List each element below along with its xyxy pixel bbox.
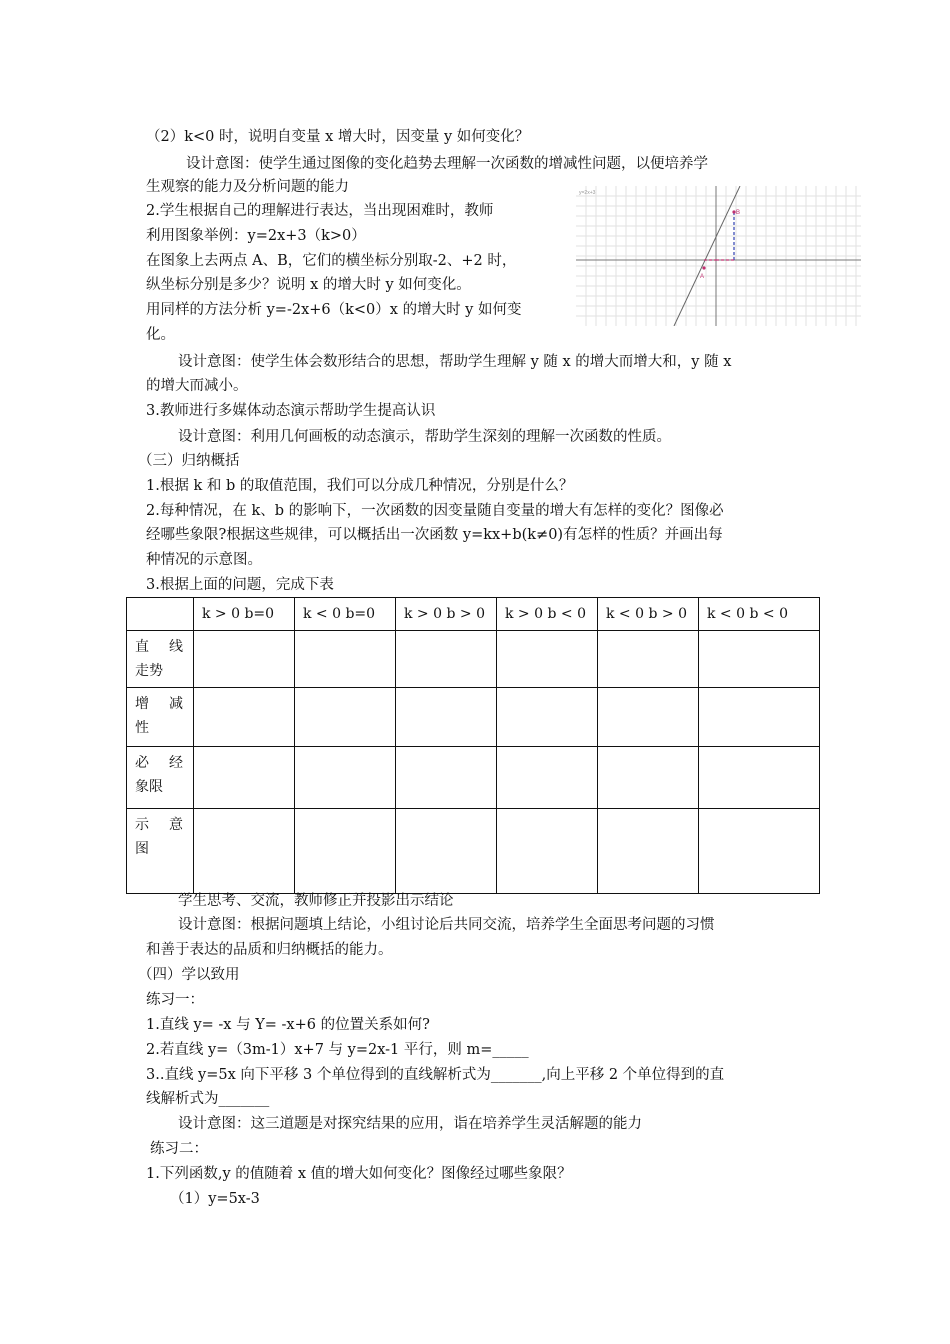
table-cell[interactable] [194, 631, 295, 688]
step-2-line5: 用同样的方法分析 y=-2x+6（k<0）x 的增大时 y 如何变 [146, 302, 522, 318]
design-intent-3: 设计意图：利用几何画板的动态演示，帮助学生深刻的理解一次函数的性质。 [178, 429, 671, 445]
exercise-2-heading: 练习二： [150, 1141, 208, 1157]
table-header: k > 0 b < 0 [497, 598, 598, 631]
table-cell[interactable] [497, 688, 598, 747]
table-header: k < 0 b=0 [295, 598, 396, 631]
design-intent-2: 设计意图：使学生体会数形结合的思想，帮助学生理解 y 随 x 的增大而增大和，y 随 x [178, 354, 732, 370]
table-cell[interactable] [598, 809, 699, 894]
row-label [127, 688, 194, 747]
table-cell[interactable] [295, 688, 396, 747]
section-3-q2-cont: 经哪些象限?根据这些规律，可以概括出一次函数 y=kx+b(k≠0)有怎样的性质？并画出每 [146, 527, 723, 543]
step-2-line6: 化。 [146, 327, 175, 343]
table-cell[interactable] [699, 809, 820, 894]
row-label-char: 增 [135, 696, 149, 712]
row-label-char: 示 [135, 817, 149, 833]
row-label-char: 经 [169, 755, 183, 771]
step-3: 3.教师进行多媒体动态演示帮助学生提高认识 [146, 403, 436, 419]
table-cell[interactable] [295, 809, 396, 894]
table-header: k < 0 b < 0 [699, 598, 820, 631]
table-cell[interactable] [396, 747, 497, 809]
properties-table [126, 597, 820, 894]
row-label-line2: 象限 [135, 779, 163, 795]
section-3-heading: （三）归纳概括 [138, 453, 240, 469]
exercise-2-q1: 1.下列函数,y 的值随着 x 值的增大如何变化？图像经过哪些象限？ [146, 1166, 572, 1182]
table-header: k > 0 b > 0 [396, 598, 497, 631]
exercise-2-q1-item1: （1）y=5x-3 [170, 1191, 260, 1207]
table-cell[interactable] [598, 631, 699, 688]
table-row [127, 809, 820, 894]
exercise-1-heading: 练习一： [146, 992, 204, 1008]
graph-title: y=2x+3 [579, 190, 596, 196]
table-corner-cell [127, 598, 194, 631]
exercise-1-q1: 1.直线 y= -x 与 Y= -x+6 的位置关系如何? [146, 1017, 430, 1033]
step-2-line4: 纵坐标分别是多少？说明 x 的增大时 y 如何变化。 [146, 277, 471, 293]
table-cell[interactable] [295, 631, 396, 688]
row-label-char: 必 [135, 755, 149, 771]
design-intent-2-cont: 的增大而减小。 [146, 378, 248, 394]
table-cell[interactable] [396, 688, 497, 747]
point-a-label: A [700, 274, 705, 280]
step-2-line1: 2.学生根据自己的理解进行表达，当出现困难时，教师 [146, 203, 494, 219]
row-label-line2: 图 [135, 841, 149, 857]
table-cell[interactable] [194, 809, 295, 894]
table-header-row [127, 598, 820, 631]
table-header: k < 0 b > 0 [598, 598, 699, 631]
table-cell[interactable] [295, 747, 396, 809]
design-intent-1-cont: 生观察的能力及分析问题的能力 [146, 179, 349, 195]
student-discussion: 学生思考、交流，教师修正并投影出示结论 [178, 893, 454, 909]
section-3-q1: 1.根据 k 和 b 的取值范围，我们可以分成几种情况，分别是什么？ [146, 478, 574, 494]
table-cell[interactable] [699, 631, 820, 688]
row-label-line2: 走势 [135, 663, 163, 679]
table-cell[interactable] [194, 747, 295, 809]
design-intent-4: 设计意图：根据问题填上结论，小组讨论后共同交流，培养学生全面思考问题的习惯 [178, 917, 715, 933]
table-header: k > 0 b=0 [194, 598, 295, 631]
table-cell[interactable] [598, 688, 699, 747]
exercise-1-q2: 2.若直线 y=（3m-1）x+7 与 y=2x-1 平行，则 m=_____ [146, 1042, 529, 1058]
design-intent-4-cont: 和善于表达的品质和归纳概括的能力。 [146, 942, 393, 958]
row-label-char: 直 [135, 639, 149, 655]
design-intent-1: 设计意图：使学生通过图像的变化趋势去理解一次函数的增减性问题，以便培养学 [186, 156, 708, 172]
table-cell[interactable] [396, 631, 497, 688]
section-4-heading: （四）学以致用 [138, 967, 240, 983]
table-cell[interactable] [396, 809, 497, 894]
table-row [127, 631, 820, 688]
table-cell[interactable] [497, 809, 598, 894]
function-graph [576, 186, 861, 326]
table-cell[interactable] [598, 747, 699, 809]
point-a-marker [702, 266, 705, 269]
section-3-q3: 3.根据上面的问题，完成下表 [146, 577, 334, 593]
section-3-q2-cont2: 种情况的示意图。 [146, 552, 262, 568]
table-row [127, 747, 820, 809]
design-intent-5: 设计意图：这三道题是对探究结果的应用，诣在培养学生灵活解题的能力 [178, 1116, 642, 1132]
row-label-line2: 性 [135, 720, 149, 736]
row-label [127, 747, 194, 809]
table-row [127, 688, 820, 747]
section-3-q2: 2.每种情况，在 k、b 的影响下，一次函数的因变量随自变量的增大有怎样的变化？图像必 [146, 503, 724, 519]
table-cell[interactable] [194, 688, 295, 747]
graph-grid [576, 186, 861, 326]
table-cell[interactable] [699, 747, 820, 809]
row-label [127, 809, 194, 894]
exercise-1-q3-cont: 线解析式为_______ [146, 1091, 270, 1107]
exercise-1-q3: 3..直线 y=5x 向下平移 3 个单位得到的直线解析式为_______,向上平移 2 个单位得到的直 [146, 1067, 725, 1083]
table-cell[interactable] [497, 747, 598, 809]
row-label [127, 631, 194, 688]
table-cell[interactable] [699, 688, 820, 747]
row-label-char: 意 [169, 817, 183, 833]
point-b-label: B [736, 210, 741, 216]
row-label-char: 线 [169, 639, 183, 655]
question-k-negative: （2）k<0 时，说明自变量 x 增大时，因变量 y 如何变化？ [146, 129, 530, 145]
table-cell[interactable] [497, 631, 598, 688]
row-label-char: 减 [169, 696, 183, 712]
step-2-line3: 在图象上去两点 A、B，它们的横坐标分别取-2、+2 时， [146, 253, 517, 269]
step-2-line2: 利用图象举例：y=2x+3（k>0） [146, 228, 366, 244]
